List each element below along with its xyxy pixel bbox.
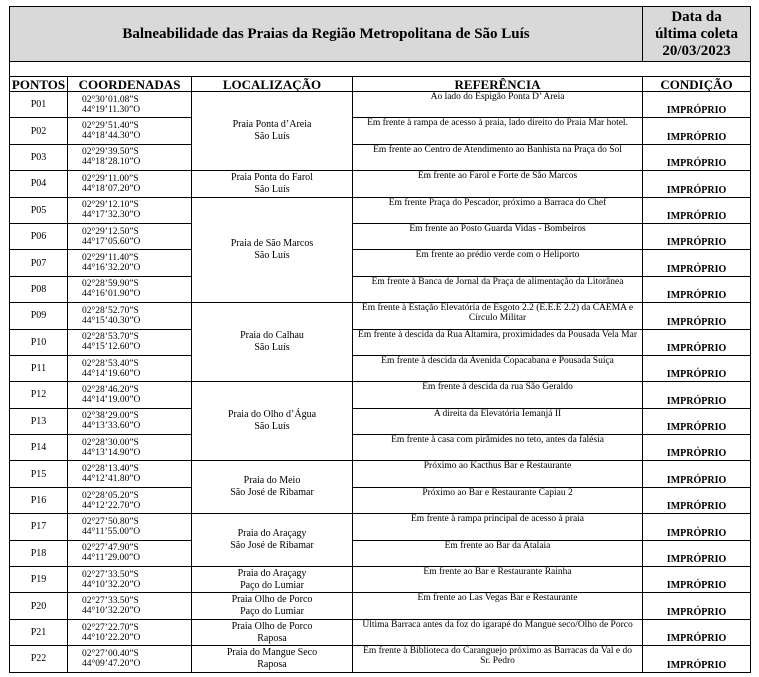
condition-status: IMPRÓPRIO: [643, 276, 751, 302]
coordinates-cell: [68, 171, 192, 197]
table-body: [10, 92, 751, 673]
table-row: [10, 223, 751, 249]
condition-status: IMPRÓPRIO: [643, 355, 751, 381]
longitude: 44°13’14.90”O: [82, 447, 141, 458]
latitude: 02°28’13.40”S: [82, 464, 139, 475]
longitude: 44°15’12.60”O: [82, 342, 141, 353]
longitude: 44°17’32.30”O: [82, 210, 141, 221]
beach-name: Praia Ponta do Farol: [231, 171, 313, 183]
longitude: 44°11’55.00”O: [82, 526, 141, 537]
condition-status: IMPRÓPRIO: [643, 118, 751, 144]
location-cell: [192, 382, 353, 461]
latitude: 02°27’00.40”S: [82, 648, 139, 659]
coordinates-cell: [68, 355, 192, 381]
location-cell: [192, 171, 353, 197]
table-row: [10, 514, 751, 540]
point-id: P15: [10, 461, 68, 487]
latitude: 02°38’29.00”S: [82, 411, 139, 422]
latitude: 02°27’50.80”S: [82, 516, 139, 527]
reference-text: Em frente à Banca de Jornal da Praça de alimentação da Litorânea: [353, 276, 643, 302]
reference-text: Em frente ao Bar e Restaurante Rainha: [353, 567, 643, 593]
reference-text: Em frente à Biblioteca do Caranguejo próximo as Barracas da Val e do Sr. Pedro: [353, 646, 643, 672]
coordinates-cell: [68, 487, 192, 513]
coordinates-cell: [68, 435, 192, 461]
coordinates-cell: [68, 461, 192, 487]
municipality: São Luís: [254, 342, 290, 354]
latitude: 02°29’11.00”S: [82, 173, 139, 184]
condition-status: IMPRÓPRIO: [643, 514, 751, 540]
reference-text: Em frente ao prédio verde com o Heliporto: [353, 250, 643, 276]
reference-text: A direita da Elevatória Iemanjá II: [353, 408, 643, 434]
point-id: P22: [10, 646, 68, 672]
col-header-reference: REFERÊNCIA: [353, 77, 643, 92]
col-header-location: LOCALIZAÇÃO: [192, 77, 353, 92]
municipality: São Luís: [254, 183, 290, 195]
location-cell: [192, 197, 353, 303]
latitude: 02°29’39.50”S: [82, 147, 139, 158]
reference-text: Em frente ao Las Vegas Bar e Restaurante: [353, 593, 643, 619]
point-id: P05: [10, 197, 68, 223]
location-cell: [192, 619, 353, 645]
longitude: 44°16’01.90”O: [82, 289, 141, 300]
latitude: 02°28’05.20”S: [82, 490, 139, 501]
table-row: [10, 197, 751, 223]
date-label-line2: última coleta: [655, 25, 738, 42]
coordinates-cell: [68, 276, 192, 302]
condition-status: IMPRÓPRIO: [643, 408, 751, 434]
latitude: 02°28’46.20”S: [82, 384, 139, 395]
point-id: P01: [10, 92, 68, 118]
table-row: [10, 118, 751, 144]
longitude: 44°18’28.10”O: [82, 157, 141, 168]
municipality: São José de Ribamar: [230, 487, 314, 499]
longitude: 44°09’47.20”O: [82, 658, 141, 669]
condition-status: IMPRÓPRIO: [643, 487, 751, 513]
location-cell: [192, 646, 353, 672]
longitude: 44°10’22.20”O: [82, 632, 141, 643]
municipality: Raposa: [257, 632, 287, 644]
longitude: 44°14’19.00”O: [82, 394, 141, 405]
condition-status: IMPRÓPRIO: [643, 223, 751, 249]
coordinates-cell: [68, 540, 192, 566]
table-row: [10, 408, 751, 434]
beach-name: Praia de São Marcos: [230, 237, 314, 249]
latitude: 02°27’47.90”S: [82, 543, 139, 554]
latitude: 02°28’53.70”S: [82, 332, 139, 343]
latitude: 02°28’53.40”S: [82, 358, 139, 369]
table-row: [10, 619, 751, 645]
condition-status: IMPRÓPRIO: [643, 92, 751, 118]
location-cell: [192, 303, 353, 382]
reference-text: Em frente à casa com pirâmides no teto, antes da falésia: [353, 435, 643, 461]
longitude: 44°12’22.70”O: [82, 500, 141, 511]
condition-status: IMPRÓPRIO: [643, 382, 751, 408]
date-label-line1: Data da: [671, 8, 722, 25]
condition-status: IMPRÓPRIO: [643, 197, 751, 223]
longitude: 44°16’32.20”O: [82, 263, 141, 274]
report-title: Balneabilidade das Praias da Região Metropolitana de São Luís: [10, 7, 643, 62]
col-header-coordinates: COORDENADAS: [68, 77, 192, 92]
table-row: [10, 593, 751, 619]
point-id: P17: [10, 514, 68, 540]
title-row: [10, 7, 751, 62]
beach-name: Praia do Meio: [243, 475, 301, 487]
coordinates-cell: [68, 92, 192, 118]
reference-text: Em frente à rampa de acesso à praia, lado direito do Praia Mar hotel.: [353, 118, 643, 144]
longitude: 44°11’29.00”O: [82, 553, 141, 564]
condition-status: IMPRÓPRIO: [643, 250, 751, 276]
location-cell: [192, 514, 353, 567]
table-row: [10, 487, 751, 513]
coordinates-cell: [68, 303, 192, 329]
table-row: [10, 144, 751, 170]
table-row: [10, 92, 751, 118]
municipality: São José de Ribamar: [230, 540, 314, 552]
reference-text: Em frente à rampa principal de acesso à praia: [353, 514, 643, 540]
coordinates-cell: [68, 619, 192, 645]
point-id: P13: [10, 408, 68, 434]
condition-status: IMPRÓPRIO: [643, 144, 751, 170]
coordinates-cell: [68, 567, 192, 593]
latitude: 02°27’33.50”S: [82, 569, 139, 580]
location-cell: [192, 92, 353, 171]
point-id: P14: [10, 435, 68, 461]
beach-name: Praia do Araçagy: [237, 528, 307, 540]
coordinates-cell: [68, 223, 192, 249]
longitude: 44°10’32.20”O: [82, 606, 141, 617]
coordinates-cell: [68, 646, 192, 672]
table-row: [10, 329, 751, 355]
point-id: P19: [10, 567, 68, 593]
column-header-row: [10, 77, 751, 92]
table-row: [10, 646, 751, 672]
point-id: P21: [10, 619, 68, 645]
condition-status: IMPRÓPRIO: [643, 567, 751, 593]
beach-name: Praia do Calhau: [240, 330, 304, 342]
balneability-table: [9, 6, 751, 673]
longitude: 44°18’07.20”O: [82, 183, 141, 194]
municipality: São Luís: [254, 421, 290, 433]
reference-text: Em frente ao Posto Guarda Vidas - Bombeiros: [353, 223, 643, 249]
reference-text: Em frente Praça do Pescador, próximo a Barraca do Chef: [353, 197, 643, 223]
coordinates-cell: [68, 514, 192, 540]
longitude: 44°12’41.80”O: [82, 474, 141, 485]
latitude: 02°29’12.50”S: [82, 226, 139, 237]
municipality: São Luís: [254, 249, 290, 261]
latitude: 02°29’51.40”S: [82, 121, 139, 132]
point-id: P04: [10, 171, 68, 197]
table-row: [10, 567, 751, 593]
reference-text: Em frente ao Centro de Atendimento ao Banhista na Praça do Sol: [353, 144, 643, 170]
point-id: P20: [10, 593, 68, 619]
longitude: 44°15’40.30”O: [82, 315, 141, 326]
point-id: P08: [10, 276, 68, 302]
beach-name: Praia do Araçagy: [237, 567, 307, 579]
longitude: 44°14’19.60”O: [82, 368, 141, 379]
municipality: São Luís: [254, 131, 290, 143]
report-sheet: [9, 6, 750, 673]
table-row: [10, 382, 751, 408]
latitude: 02°28’52.70”S: [82, 305, 139, 316]
longitude: 44°13’33.60”O: [82, 421, 141, 432]
municipality: Paço do Lumiar: [240, 606, 304, 618]
collection-date-cell: [643, 7, 751, 62]
municipality: Raposa: [257, 658, 287, 670]
point-id: P16: [10, 487, 68, 513]
point-id: P18: [10, 540, 68, 566]
condition-status: IMPRÓPRIO: [643, 646, 751, 672]
location-cell: [192, 461, 353, 514]
point-id: P03: [10, 144, 68, 170]
point-id: P02: [10, 118, 68, 144]
condition-status: IMPRÓPRIO: [643, 461, 751, 487]
coordinates-cell: [68, 144, 192, 170]
point-id: P09: [10, 303, 68, 329]
condition-status: IMPRÓPRIO: [643, 435, 751, 461]
condition-status: IMPRÓPRIO: [643, 329, 751, 355]
table-row: [10, 171, 751, 197]
table-row: [10, 355, 751, 381]
latitude: 02°28’59.90”S: [82, 279, 139, 290]
table-row: [10, 276, 751, 302]
reference-text: Próximo ao Bar e Restaurante Capiau 2: [353, 487, 643, 513]
col-header-condition: CONDIÇÃO: [643, 77, 751, 92]
condition-status: IMPRÓPRIO: [643, 303, 751, 329]
spacer-row: [10, 62, 751, 77]
beach-name: Praia do Mangue Seco: [226, 646, 318, 658]
col-header-points: PONTOS: [10, 77, 68, 92]
coordinates-cell: [68, 118, 192, 144]
longitude: 44°18’44.30”O: [82, 131, 141, 142]
point-id: P11: [10, 355, 68, 381]
table-row: [10, 435, 751, 461]
condition-status: IMPRÓPRIO: [643, 540, 751, 566]
collection-date: 20/03/2023: [662, 42, 731, 59]
municipality: Paço do Lumiar: [240, 579, 304, 591]
table-row: [10, 250, 751, 276]
coordinates-cell: [68, 593, 192, 619]
table-row: [10, 540, 751, 566]
table-row: [10, 461, 751, 487]
point-id: P12: [10, 382, 68, 408]
longitude: 44°17’05.60”O: [82, 236, 141, 247]
coordinates-cell: [68, 408, 192, 434]
condition-status: IMPRÓPRIO: [643, 593, 751, 619]
condition-status: IMPRÓPRIO: [643, 171, 751, 197]
point-id: P10: [10, 329, 68, 355]
latitude: 02°27’33.50”S: [82, 596, 139, 607]
beach-name: Praia Ponta d’Areia: [232, 119, 312, 131]
table-row: [10, 303, 751, 329]
reference-text: Em frente à descida da rua São Geraldo: [353, 382, 643, 408]
beach-name: Praia Olho de Porco: [231, 594, 313, 606]
point-id: P06: [10, 223, 68, 249]
latitude: 02°30’01.08”S: [82, 94, 139, 105]
coordinates-cell: [68, 382, 192, 408]
reference-text: Em frente à descida da Rua Altamira, proximidades da Pousada Vela Mar: [353, 329, 643, 355]
reference-text: Em frente à Estação Elevatória de Esgoto 2.2 (E.E.E 2.2) da CAEMA e Círculo Militar: [353, 303, 643, 329]
latitude: 02°28’30.00”S: [82, 437, 139, 448]
location-cell: [192, 593, 353, 619]
longitude: 44°10’32.20”O: [82, 579, 141, 590]
latitude: 02°27’22.70”S: [82, 622, 139, 633]
reference-text: Última Barraca antes da foz do igarapé do Mangue seco/Olho de Porco: [353, 619, 643, 645]
beach-name: Praia do Olho d’Água: [227, 409, 317, 421]
point-id: P07: [10, 250, 68, 276]
reference-text: Em frente à descida da Avenida Copacabana e Pousada Suíça: [353, 355, 643, 381]
coordinates-cell: [68, 329, 192, 355]
location-cell: [192, 567, 353, 593]
longitude: 44°19’11.30”O: [82, 104, 141, 115]
coordinates-cell: [68, 250, 192, 276]
reference-text: Em frente ao Bar da Atalaia: [353, 540, 643, 566]
condition-status: IMPRÓPRIO: [643, 619, 751, 645]
beach-name: Praia Olho de Porco: [231, 620, 313, 632]
reference-text: Próximo ao Kacthus Bar e Restaurante: [353, 461, 643, 487]
reference-text: Ao lado do Espigão Ponta D’ Areia: [353, 92, 643, 118]
coordinates-cell: [68, 197, 192, 223]
latitude: 02°29’12.10”S: [82, 200, 139, 211]
latitude: 02°29’11.40”S: [82, 253, 139, 264]
reference-text: Em frente ao Farol e Forte de São Marcos: [353, 171, 643, 197]
